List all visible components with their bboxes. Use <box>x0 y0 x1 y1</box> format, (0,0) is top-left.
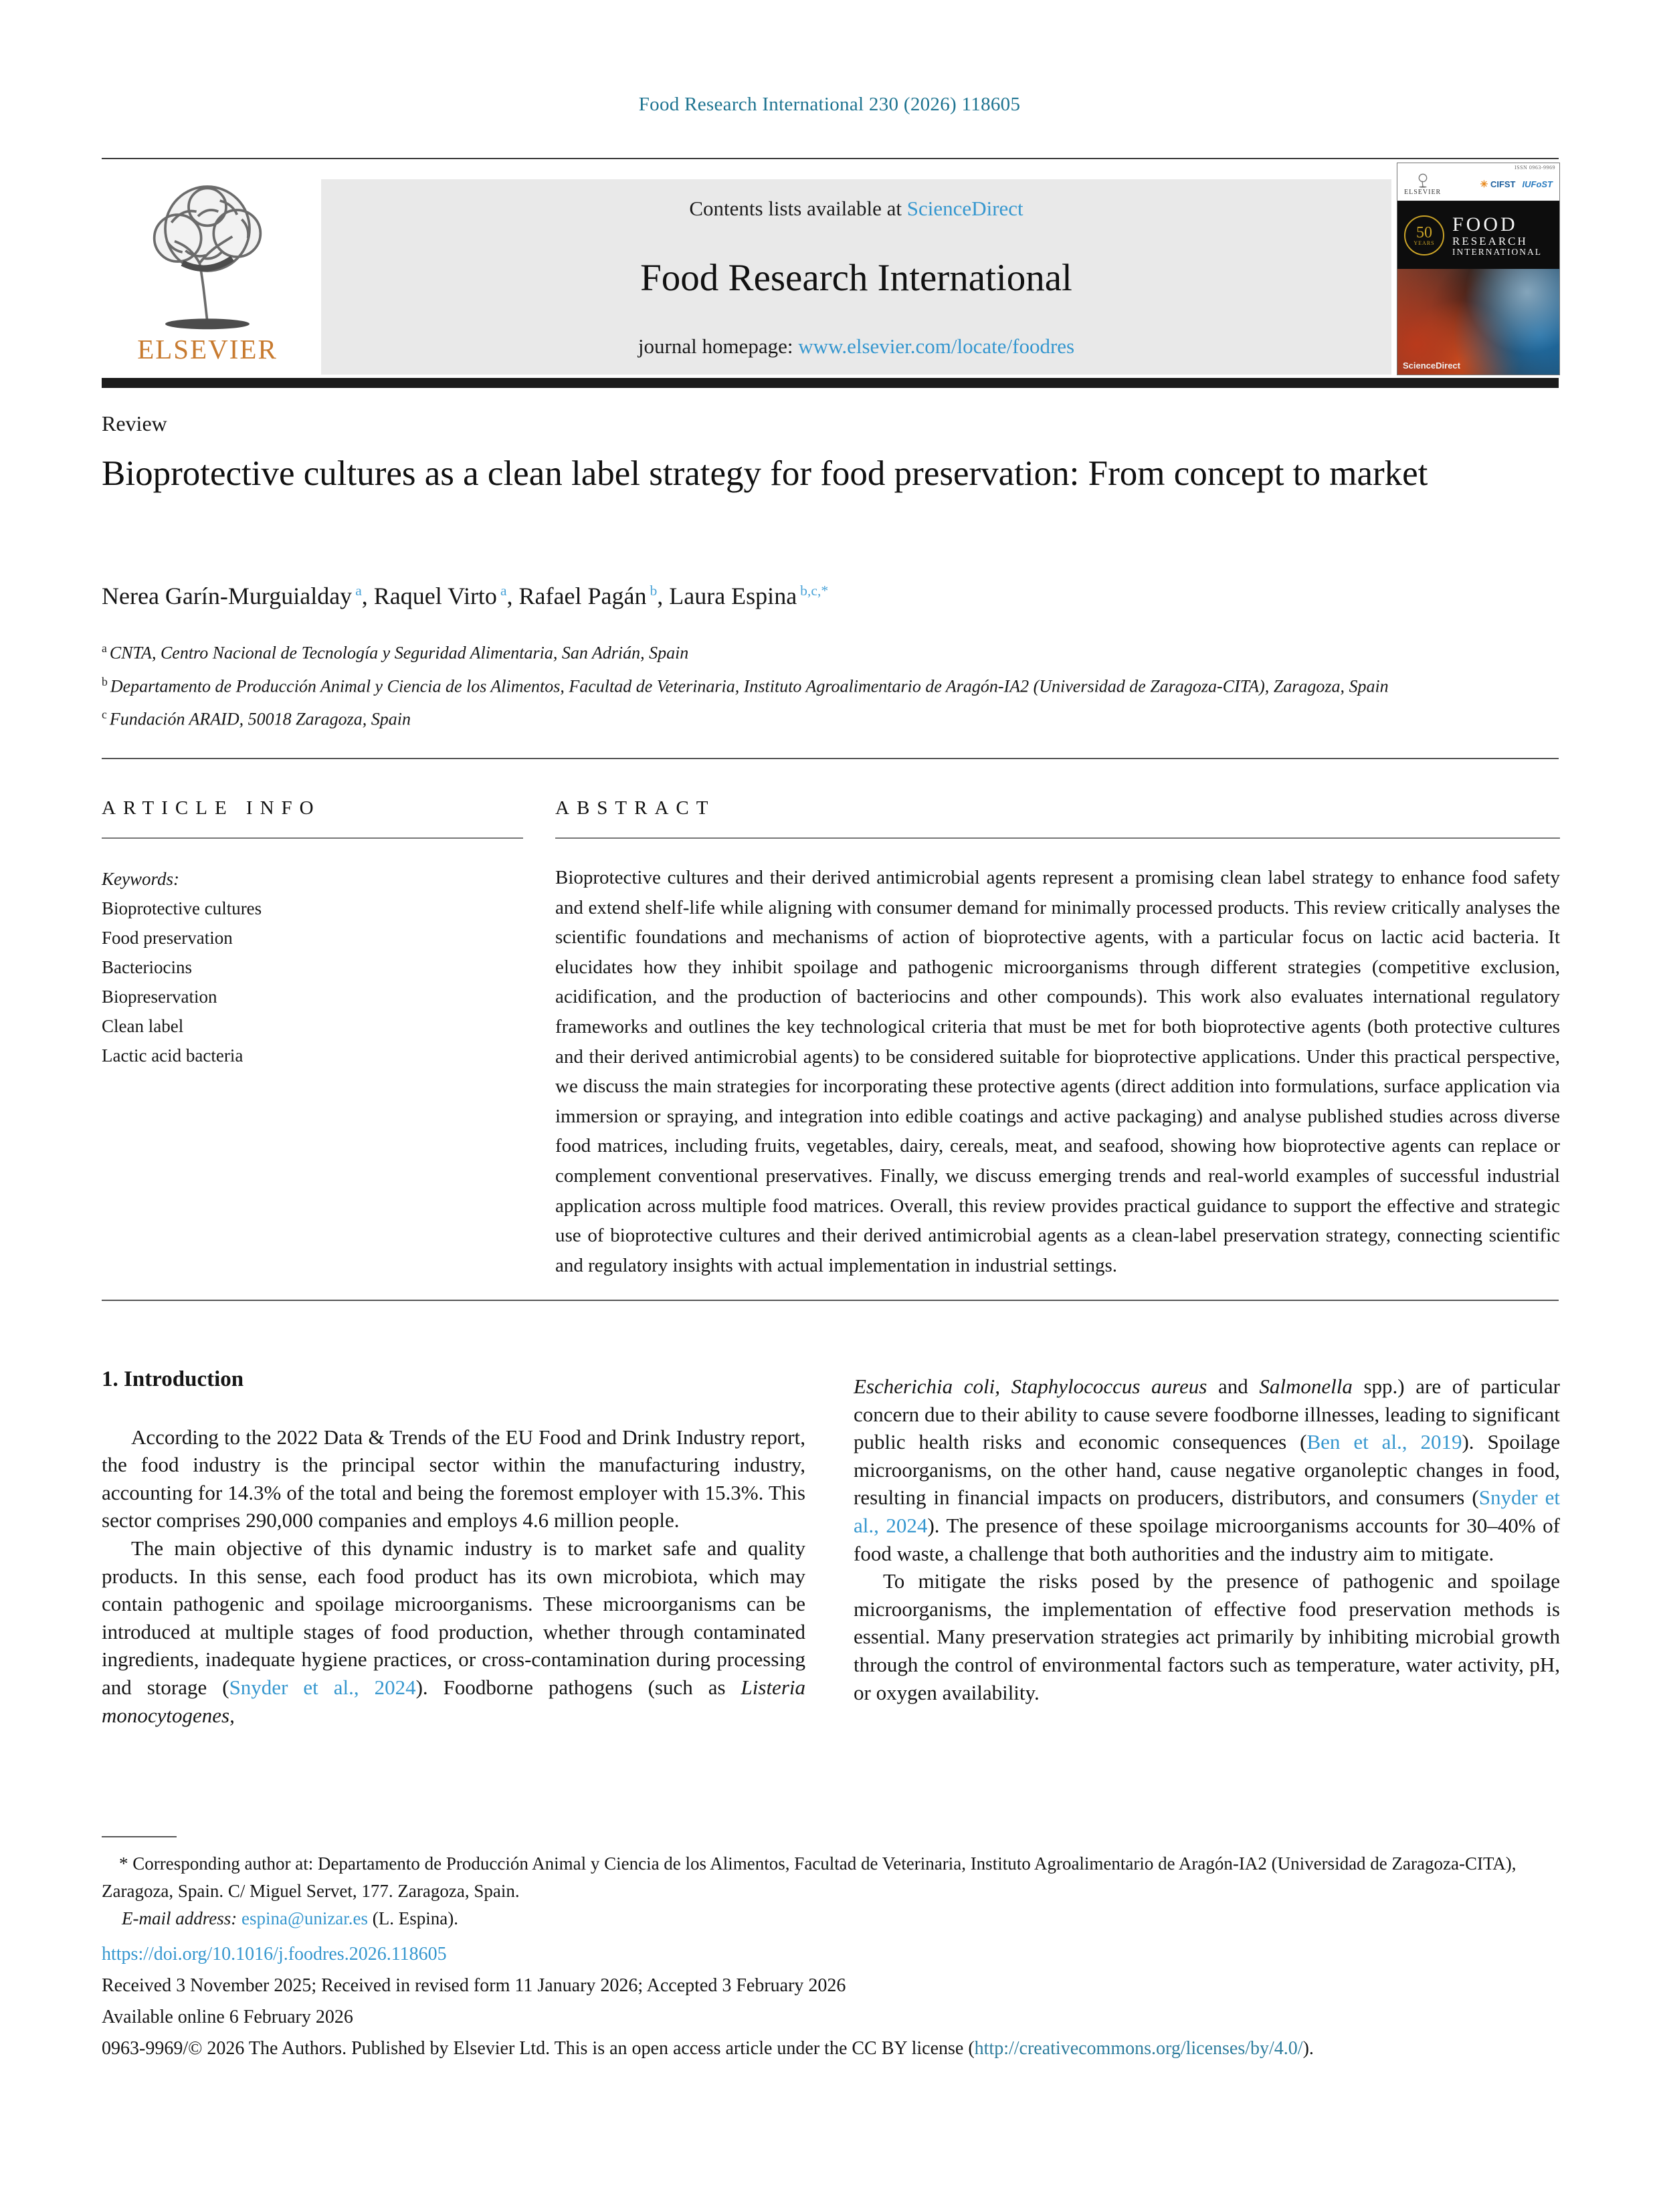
cover-sciencedirect-label: ScienceDirect <box>1403 361 1460 371</box>
cover-title-band <box>1397 202 1559 269</box>
journal-name: Food Research International <box>640 256 1072 299</box>
text-segment: ). The presence of these spoilage microorganisms accounts for 30–40% of food waste, a challenge that both authorities and the industry aim to mitigate. <box>854 1513 1560 1565</box>
text-segment: (L. Espina). <box>368 1908 459 1928</box>
keywords-label: Keywords: <box>102 869 179 889</box>
article-type-label: Review <box>102 411 167 435</box>
text-segment: spp.) are of particular concern due to their ability to cause severe foodborne illnesses, leading to significant public health risks and economic consequences ( <box>854 1375 1560 1454</box>
keyword-item: Biopreservation <box>102 987 217 1007</box>
cover-elsevier-logo: ELSEVIER <box>1404 173 1441 196</box>
affiliation-a <box>102 634 1559 668</box>
text-segment: journal homepage: <box>638 334 799 358</box>
article-footer <box>102 1938 1559 2064</box>
keyword-item: Food preservation <box>102 928 233 948</box>
text-segment: a <box>355 583 362 599</box>
text-segment: , Raquel Virto <box>361 583 497 609</box>
cifst-logo: ✳ CIFST <box>1480 178 1516 189</box>
fifty-years-badge: 50 YEARS <box>1404 215 1444 256</box>
affiliation-c <box>102 700 1559 734</box>
cc-license-link[interactable]: http://creativecommons.org/licenses/by/4.0/ <box>974 2038 1303 2059</box>
doi-link[interactable]: https://doi.org/10.1016/j.foodres.2026.118605 <box>102 1944 447 1965</box>
iufost-logo: IUFoST <box>1522 179 1553 189</box>
authors-line <box>102 582 828 610</box>
text-segment: ). <box>1302 2038 1314 2059</box>
text-segment: b <box>650 583 658 599</box>
text-segment: Contents lists available at <box>689 197 907 220</box>
text-segment: a <box>102 641 107 655</box>
article-title: Bioprotective cultures as a clean label strategy for food preservation: From concept to market <box>102 454 1428 493</box>
elsevier-tree-icon <box>1416 173 1430 189</box>
sciencedirect-link[interactable]: ScienceDirect <box>906 197 1023 220</box>
journal-cover-thumbnail[interactable] <box>1397 163 1560 375</box>
intro-paragraph <box>854 1567 1560 1706</box>
email-link[interactable]: espina@unizar.es <box>241 1908 369 1928</box>
intro-paragraph <box>102 1534 805 1729</box>
text-segment: ). Foodborne pathogens (such as <box>415 1675 741 1699</box>
email-line <box>102 1905 1559 1932</box>
keyword-item: Lactic acid bacteria <box>102 1045 243 1066</box>
received-line: Received 3 November 2025; Received in revised form 11 January 2026; Accepted 3 February 2026 <box>102 1975 846 1996</box>
text-segment: E-mail address: <box>122 1908 237 1928</box>
intro-heading: 1. Introduction <box>102 1367 244 1391</box>
text-segment: Salmonella <box>1259 1375 1353 1398</box>
article-info-header: ARTICLE INFO <box>102 797 321 819</box>
text-segment: Fundación ARAID, 50018 Zaragoza, Spain <box>109 709 411 729</box>
available-online-line: Available online 6 February 2026 <box>102 2007 353 2027</box>
journal-reference-header: Food Research International 230 (2026) 118605 <box>638 94 1021 115</box>
text-segment: and <box>1207 1375 1260 1398</box>
masthead-box <box>321 179 1391 375</box>
journal-homepage-link[interactable]: www.elsevier.com/locate/foodres <box>798 334 1075 358</box>
text-segment: According to the 2022 Data & Trends of the EU Food and Drink Industry report, the food industry is the principal sector within the manufacturing industry, accounting for 14.3% of the total and being the foremost employer with 15.3%. This sector comprises 290,000 companies and employs 4.6 million people. <box>102 1425 805 1532</box>
text-segment: b,c,* <box>800 583 829 599</box>
text-segment: Departamento de Producción Animal y Ciencia de los Alimentos, Facultad de Veterinaria, Instituto Agroalimentario de Aragón-IA2 (Universidad de Zaragoza-CITA), Zaragoza, Spain <box>110 676 1389 696</box>
text-segment: ). Spoilage microorganisms, on the other hand, cause negative organoleptic changes in food, resulting in financial impacts on producers, distributors, and consumers ( <box>854 1430 1560 1510</box>
contents-line <box>689 197 1023 221</box>
keyword-item: Bacteriocins <box>102 957 192 977</box>
text-segment: , Rafael Pagán <box>506 583 647 609</box>
cifst-star-icon: ✳ <box>1480 178 1488 189</box>
cover-top-band <box>1397 163 1559 202</box>
affiliation-b <box>102 668 1559 701</box>
section-divider-rule <box>102 758 1559 759</box>
text-segment: The main objective of this dynamic industry is to market safe and quality products. In this sense, each food product has its own microbiota, which may contain pathogenic and spoilage microorganisms. These microorganisms can be introduced at multiple stages of food production, whether through contaminated ingredients, inadequate hygiene practices, or cross-contamination during processing and storage ( <box>102 1536 805 1699</box>
keywords-list <box>102 864 262 1070</box>
citation-link[interactable]: Snyder et al., 2024 <box>229 1675 416 1699</box>
doi-line <box>102 1938 1559 1970</box>
intro-paragraph <box>102 1423 805 1534</box>
cover-journal-title: FOOD RESEARCH INTERNATIONAL <box>1452 213 1542 257</box>
text-segment: Escherichia coli, Staphylococcus aureus <box>854 1375 1207 1398</box>
elsevier-logo[interactable] <box>107 182 308 373</box>
elsevier-tree-icon <box>128 182 286 332</box>
keyword-item: Clean label <box>102 1016 184 1036</box>
citation-link[interactable]: Ben et al., 2019 <box>1306 1430 1462 1454</box>
affiliations <box>102 634 1559 734</box>
keyword-item: Bioprotective cultures <box>102 898 262 918</box>
abstract-text: Bioprotective cultures and their derived antimicrobial agents represent a promising clean label strategy to enhance food safety and extend shelf-life while aligning with consumer demand for minimally processed products. This review critically analyses the scientific foundations and mechanisms of action of bioprotective agents, with a particular focus on lactic acid bacteria. It elucidates how they inhibit spoilage and pathogenic microorganisms through different strategies (competitive exclusion, acidification, and the production of bacteriocins and other compounds). This work also evaluates international regulatory frameworks and outlines the key technological criteria that must be met for both bioprotective agents (both protective cultures and their derived antimicrobial agents) to be considered suitable for bioprotective applications. Under this practical perspective, we discuss the main strategies for incorporating these protective agents (direct addition into formulations, surface application via immersion or spraying, and integration into edible coatings and active packaging) and analyse published studies across diverse food matrices, including fruits, vegetables, dairy, cereals, meat, and seafood, showing how bioprotective agents can replace or complement conventional preservatives. Finally, we discuss emerging trends and real-world examples of successful industrial application across multiple food matrices. Overall, this review provides practical guidance to support the effective and strategic use of bioprotective cultures and their derived antimicrobial agents as a clean-label preservation strategy, connecting scientific and regulatory insights with actual implementation in industrial settings. <box>555 867 1560 1276</box>
header-rule <box>102 158 1559 159</box>
abstract-underline <box>555 837 1560 839</box>
intro-left-column <box>102 1366 805 1729</box>
intro-right-column <box>854 1373 1560 1706</box>
footnote-rule <box>102 1836 177 1837</box>
masthead-divider-bar <box>102 378 1559 388</box>
text-segment: Listeria monocytogenes, <box>102 1675 805 1727</box>
intro-paragraph <box>854 1373 1560 1567</box>
abstract-bottom-rule <box>102 1300 1559 1301</box>
cover-photo <box>1397 269 1559 375</box>
text-segment: Nerea Garín-Murguialday <box>102 583 353 609</box>
cover-society-logos <box>1480 179 1553 190</box>
cover-issn: ISSN 0963-9969 <box>1514 165 1555 171</box>
text-segment: c <box>102 708 107 722</box>
article-info-underline <box>102 837 523 839</box>
text-segment: 0963-9969/© 2026 The Authors. Published by Elsevier Ltd. This is an open access article under the CC BY license ( <box>102 2038 975 2059</box>
citation-link[interactable]: Snyder et al., 2024 <box>854 1486 1561 1537</box>
text-segment: b <box>102 674 108 688</box>
homepage-line <box>638 334 1074 359</box>
text-segment <box>237 1908 241 1928</box>
elsevier-wordmark: ELSEVIER <box>137 334 278 365</box>
footnote-block <box>102 1850 1559 1932</box>
copyright-line <box>102 2033 1559 2064</box>
text-segment: a <box>500 583 507 599</box>
abstract-header: ABSTRACT <box>555 797 716 819</box>
text-segment: , Laura Espina <box>657 583 797 609</box>
text-segment: CNTA, Centro Nacional de Tecnología y Seguridad Alimentaria, San Adrián, Spain <box>109 643 689 663</box>
text-segment: To mitigate the risks posed by the presence of pathogenic and spoilage microorganisms, the implementation of effective food preservation methods is essential. Many preservation strategies act primarily by inhibiting microbial growth through the control of environmental factors such as temperature, water activity, pH, or oxygen availability. <box>854 1569 1560 1704</box>
corresponding-author-note: * Corresponding author at: Departamento de Producción Animal y Ciencia de los Alimentos, Facultad de Veterinaria, Instituto Agroalimentario de Aragón-IA2 (Universidad de Zaragoza-CITA), Zaragoza, Spain. C/ Miguel Servet, 177. Zaragoza, Spain. <box>102 1853 1517 1901</box>
